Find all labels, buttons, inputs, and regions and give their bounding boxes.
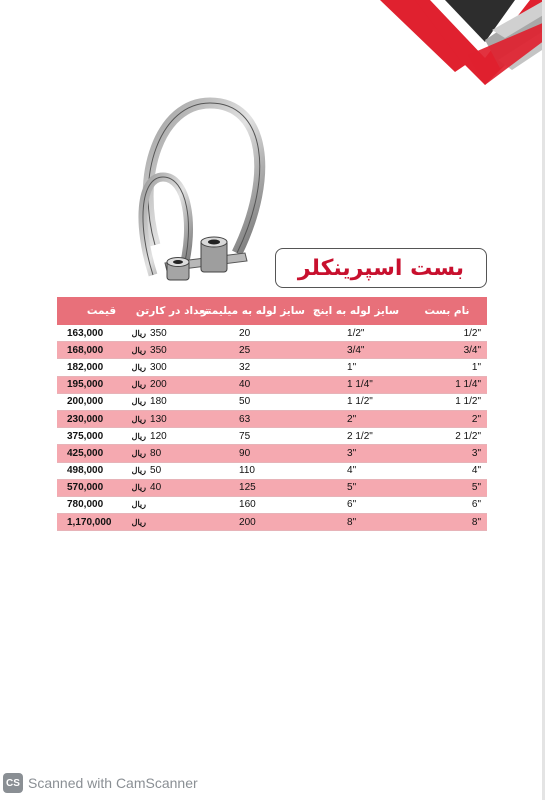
price-cell: 163,000	[57, 325, 121, 342]
table-row	[57, 325, 487, 342]
clamp-name-cell: 1"	[407, 359, 487, 376]
table-row	[57, 393, 487, 410]
sprinkler-hanger-photo	[125, 95, 280, 295]
price-cell: 195,000	[57, 376, 121, 393]
price-table	[57, 297, 487, 531]
inch-size-cell: 8"	[305, 514, 407, 531]
clamp-name-cell: 1/2"	[407, 325, 487, 342]
price-cell: 1,170,000	[57, 514, 121, 531]
header-name: نام بست	[407, 297, 487, 325]
unit-cell: ریال	[121, 496, 146, 513]
inch-size-cell: 3/4"	[305, 342, 407, 359]
table-body	[57, 325, 487, 531]
inch-size-cell: 1 1/4"	[305, 376, 407, 393]
price-cell: 425,000	[57, 445, 121, 462]
clamp-name-cell: 8"	[407, 514, 487, 531]
unit-cell: ریال	[121, 410, 146, 427]
mm-size-cell: 125	[209, 479, 305, 496]
unit-cell: ریال	[121, 376, 146, 393]
qty-cell	[146, 496, 209, 513]
clamp-name-cell: 2"	[407, 410, 487, 427]
unit-cell: ریال	[121, 445, 146, 462]
clamp-name-cell: 4"	[407, 462, 487, 479]
table-row	[57, 342, 487, 359]
title-box	[275, 248, 487, 288]
mm-size-cell: 160	[209, 496, 305, 513]
inch-size-cell: 5"	[305, 479, 407, 496]
unit-cell: ریال	[121, 325, 146, 342]
clamp-name-cell: 1 1/2"	[407, 393, 487, 410]
price-cell: 168,000	[57, 342, 121, 359]
unit-cell: ریال	[121, 393, 146, 410]
price-cell: 375,000	[57, 428, 121, 445]
mm-size-cell: 50	[209, 393, 305, 410]
qty-cell: 50	[146, 462, 209, 479]
qty-cell: 300	[146, 359, 209, 376]
unit-cell: ریال	[121, 428, 146, 445]
qty-cell: 350	[146, 342, 209, 359]
inch-size-cell: 1"	[305, 359, 407, 376]
page-title: بست اسپرینکلر	[297, 255, 465, 281]
qty-cell: 120	[146, 428, 209, 445]
qty-cell: 40	[146, 479, 209, 496]
camscanner-logo-icon: CS	[3, 773, 23, 793]
header-qty: تعداد در کارتن	[146, 297, 209, 325]
inch-size-cell: 6"	[305, 496, 407, 513]
inch-size-cell: 2 1/2"	[305, 428, 407, 445]
corner-decoration	[0, 0, 545, 110]
watermark-text: Scanned with CamScanner	[28, 775, 198, 791]
table-row	[57, 410, 487, 427]
qty-cell	[146, 514, 209, 531]
table-row	[57, 514, 487, 531]
table-row	[57, 479, 487, 496]
qty-cell: 180	[146, 393, 209, 410]
unit-cell: ریال	[121, 514, 146, 531]
price-cell: 230,000	[57, 410, 121, 427]
table-row	[57, 428, 487, 445]
price-cell: 498,000	[57, 462, 121, 479]
table-row	[57, 359, 487, 376]
table-row	[57, 496, 487, 513]
clamp-name-cell: 3"	[407, 445, 487, 462]
mm-size-cell: 63	[209, 410, 305, 427]
inch-size-cell: 1 1/2"	[305, 393, 407, 410]
table-row	[57, 376, 487, 393]
unit-cell: ریال	[121, 342, 146, 359]
mm-size-cell: 20	[209, 325, 305, 342]
header-price: قیمت	[57, 297, 146, 325]
unit-cell: ریال	[121, 359, 146, 376]
qty-cell: 80	[146, 445, 209, 462]
header-mm: سایز لوله به میلیمتر	[209, 297, 305, 325]
mm-size-cell: 25	[209, 342, 305, 359]
mm-size-cell: 32	[209, 359, 305, 376]
table-row	[57, 445, 487, 462]
qty-cell: 200	[146, 376, 209, 393]
inch-size-cell: 2"	[305, 410, 407, 427]
unit-cell: ریال	[121, 462, 146, 479]
mm-size-cell: 90	[209, 445, 305, 462]
mm-size-cell: 75	[209, 428, 305, 445]
table-header-row	[57, 297, 487, 325]
price-cell: 570,000	[57, 479, 121, 496]
inch-size-cell: 4"	[305, 462, 407, 479]
clamp-name-cell: 2 1/2"	[407, 428, 487, 445]
camscanner-watermark	[3, 773, 198, 793]
mm-size-cell: 110	[209, 462, 305, 479]
mm-size-cell: 200	[209, 514, 305, 531]
qty-cell: 130	[146, 410, 209, 427]
clamp-name-cell: 3/4"	[407, 342, 487, 359]
price-cell: 780,000	[57, 496, 121, 513]
clamp-name-cell: 6"	[407, 496, 487, 513]
table-row	[57, 462, 487, 479]
inch-size-cell: 3"	[305, 445, 407, 462]
clamp-name-cell: 5"	[407, 479, 487, 496]
unit-cell: ریال	[121, 479, 146, 496]
price-cell: 200,000	[57, 393, 121, 410]
inch-size-cell: 1/2"	[305, 325, 407, 342]
qty-cell: 350	[146, 325, 209, 342]
mm-size-cell: 40	[209, 376, 305, 393]
price-cell: 182,000	[57, 359, 121, 376]
header-inch: سایز لوله به اینچ	[305, 297, 407, 325]
clamp-name-cell: 1 1/4"	[407, 376, 487, 393]
